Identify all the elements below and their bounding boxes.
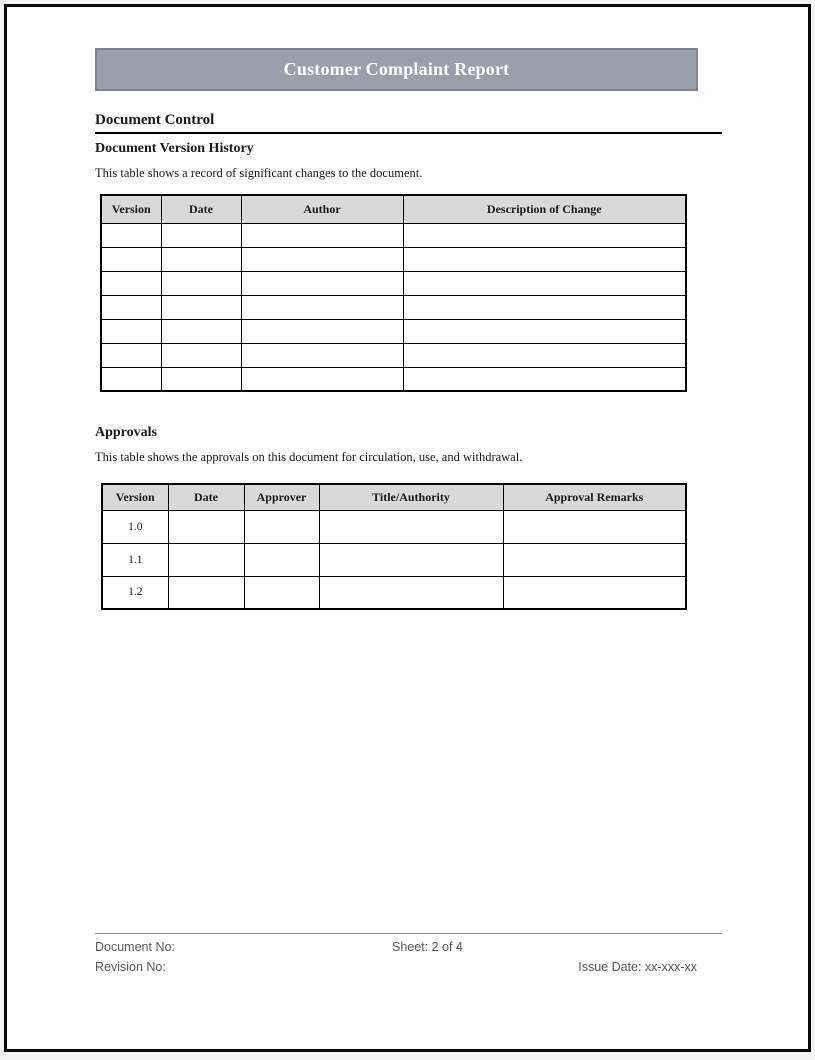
- version-history-table: [100, 194, 687, 392]
- empty-fill-cell[interactable]: [241, 343, 403, 367]
- section-heading-version-history: Document Version History: [95, 141, 254, 156]
- column-header: Approver: [244, 484, 319, 510]
- document-no-label: Document No:: [95, 940, 175, 954]
- empty-fill-cell[interactable]: [101, 223, 161, 247]
- empty-fill-cell[interactable]: [168, 576, 244, 609]
- table-row: [102, 543, 686, 576]
- table-row: [101, 271, 686, 295]
- empty-fill-cell[interactable]: [241, 247, 403, 271]
- version-history-header-row: [101, 195, 686, 223]
- page-title: Customer Complaint Report: [283, 59, 510, 79]
- empty-fill-cell[interactable]: [168, 543, 244, 576]
- approvals-header-row: [102, 484, 686, 510]
- empty-fill-cell[interactable]: [161, 319, 241, 343]
- approvals-intro: This table shows the approvals on this document for circulation, use, and withdrawal.: [95, 450, 523, 464]
- table-row: [101, 343, 686, 367]
- empty-fill-cell[interactable]: [168, 510, 244, 543]
- empty-fill-cell[interactable]: [241, 295, 403, 319]
- empty-fill-cell[interactable]: [319, 510, 503, 543]
- table-cell: 1.0: [102, 510, 168, 543]
- empty-fill-cell[interactable]: [403, 319, 686, 343]
- empty-fill-cell[interactable]: [403, 247, 686, 271]
- empty-fill-cell[interactable]: [241, 223, 403, 247]
- empty-fill-cell[interactable]: [161, 271, 241, 295]
- table-row: [101, 247, 686, 271]
- empty-fill-cell[interactable]: [101, 343, 161, 367]
- table-row: [102, 510, 686, 543]
- sheet-number: Sheet: 2 of 4: [392, 940, 463, 954]
- column-header: Date: [168, 484, 244, 510]
- empty-fill-cell[interactable]: [101, 319, 161, 343]
- column-header: Description of Change: [403, 195, 686, 223]
- empty-fill-cell[interactable]: [241, 319, 403, 343]
- empty-fill-cell[interactable]: [241, 367, 403, 391]
- empty-fill-cell[interactable]: [161, 247, 241, 271]
- empty-fill-cell[interactable]: [503, 543, 686, 576]
- document-title-banner: [95, 48, 698, 91]
- section-heading-approvals: Approvals: [95, 425, 157, 440]
- empty-fill-cell[interactable]: [161, 367, 241, 391]
- empty-fill-cell[interactable]: [403, 223, 686, 247]
- empty-fill-cell[interactable]: [101, 367, 161, 391]
- column-header: Title/Authority: [319, 484, 503, 510]
- column-header: Version: [101, 195, 161, 223]
- empty-fill-cell[interactable]: [161, 223, 241, 247]
- table-row: [101, 319, 686, 343]
- issue-date: Issue Date: xx-xxx-xx: [578, 960, 697, 974]
- footer-row-1: [95, 937, 722, 957]
- column-header: Author: [241, 195, 403, 223]
- version-history-intro: This table shows a record of significant changes to the document.: [95, 166, 423, 180]
- footer-row-2: [95, 957, 722, 977]
- table-row: [102, 576, 686, 609]
- column-header: Version: [102, 484, 168, 510]
- empty-fill-cell[interactable]: [319, 576, 503, 609]
- column-header: Approval Remarks: [503, 484, 686, 510]
- empty-fill-cell[interactable]: [161, 295, 241, 319]
- empty-fill-cell[interactable]: [244, 543, 319, 576]
- empty-fill-cell[interactable]: [403, 271, 686, 295]
- table-row: [101, 223, 686, 247]
- empty-fill-cell[interactable]: [244, 576, 319, 609]
- table-row: [101, 367, 686, 391]
- empty-fill-cell[interactable]: [101, 271, 161, 295]
- empty-fill-cell[interactable]: [244, 510, 319, 543]
- empty-fill-cell[interactable]: [403, 367, 686, 391]
- page-footer: [95, 933, 722, 977]
- document-page: [4, 4, 811, 1052]
- table-cell: 1.2: [102, 576, 168, 609]
- table-cell: 1.1: [102, 543, 168, 576]
- empty-fill-cell[interactable]: [403, 343, 686, 367]
- empty-fill-cell[interactable]: [403, 295, 686, 319]
- empty-fill-cell[interactable]: [319, 543, 503, 576]
- empty-fill-cell[interactable]: [503, 510, 686, 543]
- empty-fill-cell[interactable]: [241, 271, 403, 295]
- empty-fill-cell[interactable]: [161, 343, 241, 367]
- empty-fill-cell[interactable]: [101, 247, 161, 271]
- empty-fill-cell[interactable]: [503, 576, 686, 609]
- empty-fill-cell[interactable]: [101, 295, 161, 319]
- column-header: Date: [161, 195, 241, 223]
- revision-no-label: Revision No:: [95, 960, 166, 974]
- table-row: [101, 295, 686, 319]
- approvals-table: [101, 483, 687, 610]
- section-heading-document-control: Document Control: [95, 112, 722, 134]
